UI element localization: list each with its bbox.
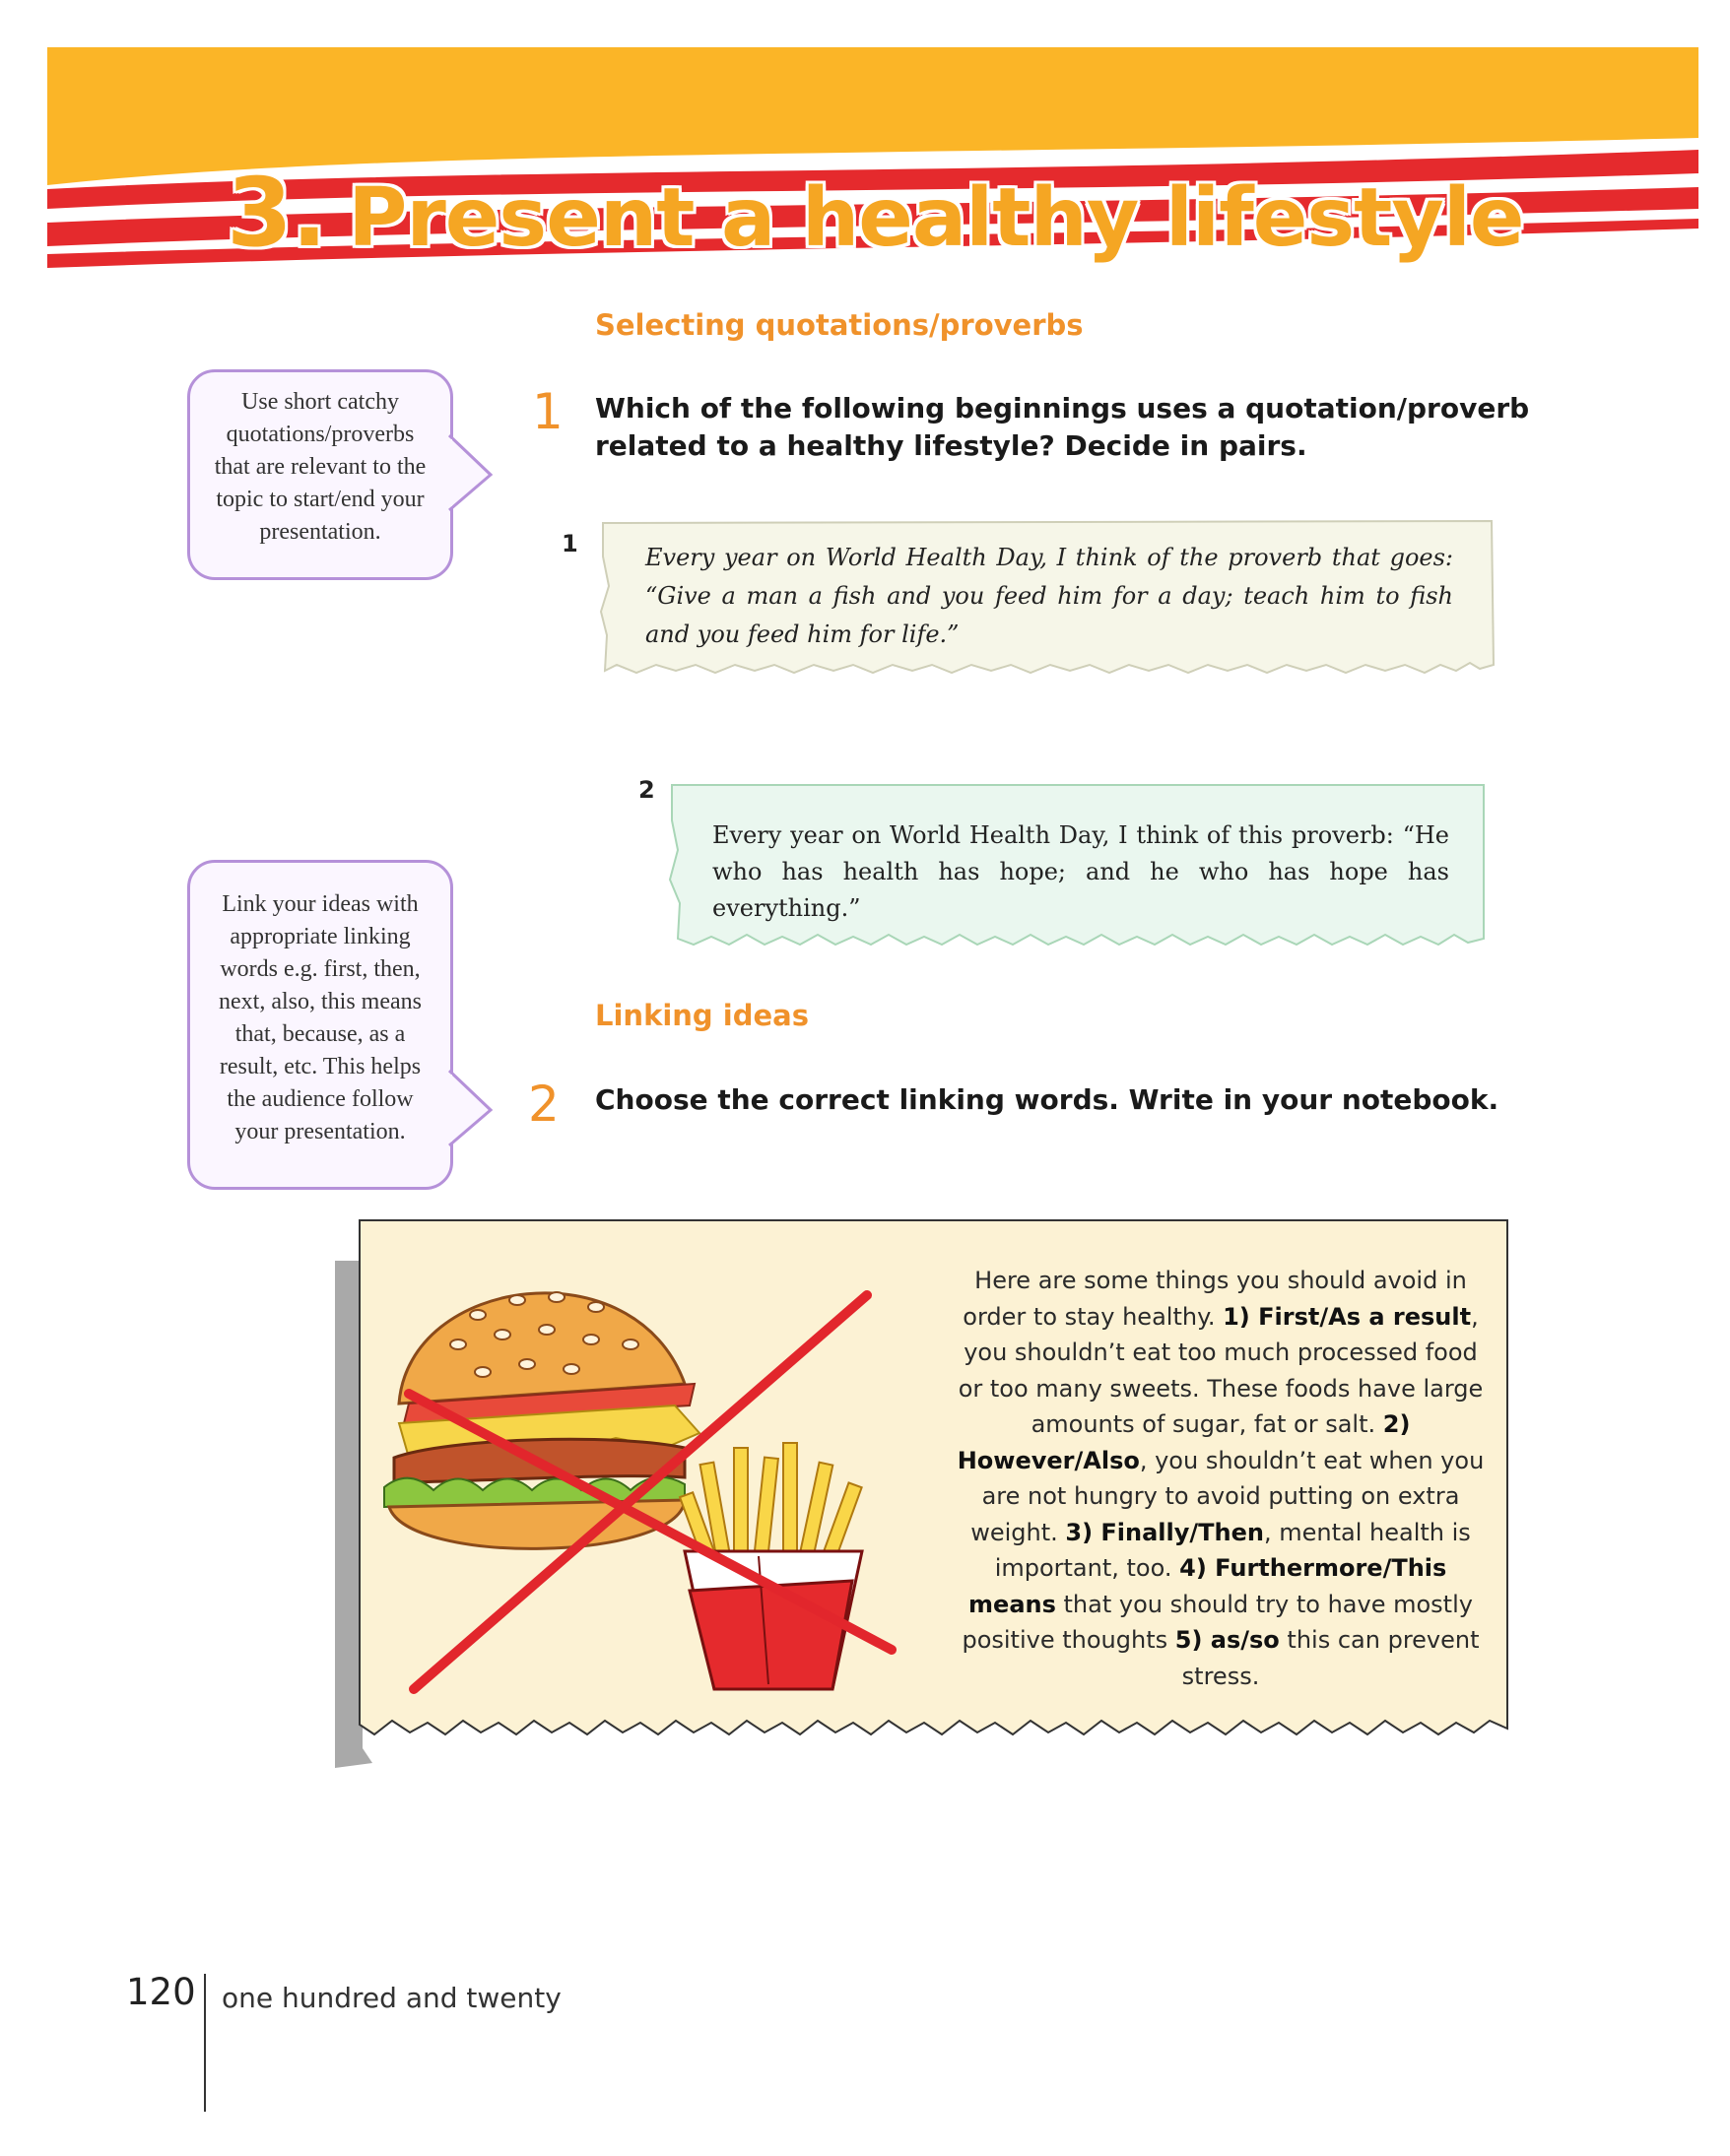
linking-choice: 3) Finally/Then (1065, 1518, 1264, 1546)
option-number: 1 (562, 530, 578, 557)
junk-food-illustration (369, 1236, 921, 1699)
tip-arrow (447, 433, 497, 512)
footer-divider (204, 1974, 206, 2112)
exercise-number-1: 1 (532, 383, 564, 440)
exercise-number-2: 2 (528, 1076, 560, 1133)
lesson-number: 3. (227, 158, 327, 268)
text-segment: , you shouldn’t eat too much processed food or too many sweets. These foods have large amounts of sugar, fat or salt. (958, 1302, 1484, 1438)
linking-choice: 5) as/so (1174, 1626, 1280, 1654)
linking-choice: 4) Furthermore/This means (968, 1554, 1447, 1618)
tip-text: Link your ideas with appropriate linking words e.g. first, then, next, also, this means that, because, as a result, etc. This helps the audience follow your presentation. (219, 891, 422, 1144)
linking-exercise-text (950, 1263, 1492, 1694)
text-segment: , you shouldn’t eat when you are not hungry to avoid putting on extra weight. (970, 1446, 1485, 1546)
option-text: Every year on World Health Day, I think of the proverb that goes: “Give a man a fish and you feed him for a day; teach him to fish and you feed him for life.” (645, 544, 1453, 648)
tip-box-linking (187, 860, 453, 1190)
text-segment: , mental health is important, too. (994, 1518, 1471, 1582)
linking-choice: 2) However/Also (957, 1410, 1411, 1474)
exercise-2-instruction: Choose the correct linking words. Write in your notebook. (595, 1083, 1499, 1116)
page-number-words: one hundred and twenty (222, 1982, 562, 2014)
fries-icon (680, 1443, 862, 1689)
page-title (227, 158, 1524, 268)
linking-choice: 1) First/As a result (1223, 1302, 1472, 1331)
lesson-title: Present a healthy lifestyle (348, 171, 1524, 265)
section-heading-quotations: Selecting quotations/proverbs (595, 308, 1084, 342)
section-heading-linking: Linking ideas (595, 999, 809, 1032)
page-number: 120 (126, 1971, 196, 2013)
tip-arrow (447, 1069, 497, 1147)
text-segment: this can prevent stress. (1181, 1626, 1480, 1690)
option-text: Every year on World Health Day, I think of this proverb: “He who has health has hope; and he who has hope has everything.” (712, 821, 1449, 922)
text-segment: Here are some things you should avoid in order to stay healthy. (963, 1267, 1467, 1331)
text-segment: that you should try to have mostly positive thoughts (962, 1590, 1473, 1654)
exercise-1-instruction: Which of the following beginnings uses a quotation/proverb related to a healthy lifestyle? Decide in pairs. (595, 392, 1530, 462)
tip-box-quotations (187, 369, 453, 580)
option-number: 2 (638, 776, 655, 804)
burger-icon (384, 1292, 699, 1548)
tip-text: Use short catchy quotations/proverbs that are relevant to the topic to start/end your presentation. (214, 389, 427, 545)
